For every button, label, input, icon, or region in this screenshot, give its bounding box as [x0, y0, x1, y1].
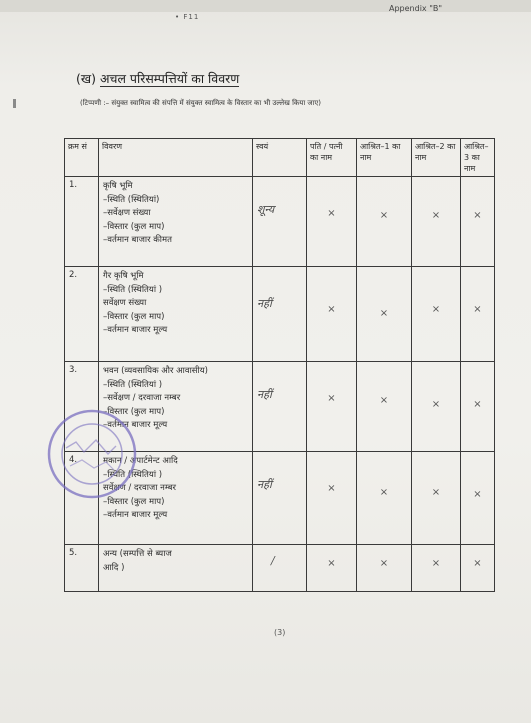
row-dep3-value — [461, 177, 495, 267]
row-description — [99, 267, 253, 362]
desc-line: अन्य (सम्पत्ति से ब्याज — [103, 549, 172, 559]
table-header-row — [65, 139, 495, 177]
cross-mark: × — [327, 393, 336, 404]
cross-mark: × — [327, 304, 336, 315]
appendix-label: Appendix "B" — [389, 4, 443, 13]
row-dep1-value — [357, 545, 412, 592]
cross-mark: × — [379, 558, 389, 569]
desc-line: –स्थिति (स्थितियां ) — [103, 469, 163, 480]
row-self-value — [253, 362, 307, 452]
desc-line: –स्थिति (स्थितियां ) — [103, 284, 163, 295]
row-description — [99, 452, 253, 545]
table-row — [65, 177, 495, 267]
row-spouse-value — [307, 362, 357, 452]
desc-line: –वर्तमान बाजार मूल्य — [103, 420, 168, 430]
cross-mark: × — [431, 399, 441, 410]
handwritten-entry: नहीं — [257, 297, 272, 310]
table-row — [65, 452, 495, 545]
punch-mark — [13, 99, 16, 108]
cross-mark: × — [431, 558, 441, 569]
row-dep1-value — [357, 177, 412, 267]
cross-mark: × — [473, 489, 482, 500]
row-self-value — [253, 452, 307, 545]
desc-line: –विस्तार (कुल माप) — [103, 221, 165, 232]
cross-mark: × — [473, 210, 482, 221]
cross-mark: × — [431, 487, 441, 498]
header-description: विवरण — [99, 139, 253, 177]
desc-line: –विस्तार (कुल माप) — [103, 406, 165, 417]
cross-mark: × — [327, 483, 336, 494]
row-dep1-value — [357, 267, 412, 362]
cross-mark: × — [327, 558, 336, 569]
cross-mark: × — [473, 399, 482, 410]
header-sn: क्रम सं — [65, 139, 99, 177]
row-spouse-value — [307, 545, 357, 592]
header-spouse: पति / पत्नी का नाम — [307, 139, 357, 177]
row-sn: 5. — [65, 545, 99, 592]
desc-line: सर्वेक्षण संख्या — [103, 298, 147, 308]
cross-mark: × — [379, 395, 389, 406]
desc-line: आदि ) — [103, 562, 125, 573]
row-dep2-value — [412, 362, 461, 452]
desc-line: मकान / अपार्टमेन्ट आदि — [103, 456, 178, 466]
row-dep3-value — [461, 452, 495, 545]
desc-line: –विस्तार (कुल माप) — [103, 311, 165, 322]
row-spouse-value — [307, 267, 357, 362]
row-description — [99, 545, 253, 592]
immovable-assets-table — [64, 138, 495, 592]
desc-line: –सर्वेक्षण / दरवाजा नम्बर — [103, 393, 181, 403]
table-row — [65, 362, 495, 452]
header-self: स्वयं — [253, 139, 307, 177]
row-sn: 4. — [65, 452, 99, 545]
desc-line: –वर्तमान बाजार मूल्य — [103, 510, 168, 520]
desc-line: –स्थिति (स्थितियां) — [103, 194, 160, 205]
row-spouse-value — [307, 177, 357, 267]
row-sn: 3. — [65, 362, 99, 452]
row-sn: 2. — [65, 267, 99, 362]
cross-mark: × — [431, 210, 441, 221]
row-self-value — [253, 267, 307, 362]
top-mark: • F11 — [175, 13, 200, 21]
handwritten-entry: नहीं — [257, 478, 272, 491]
desc-line: सर्वेक्षण / दरवाजा नम्बर — [103, 483, 176, 493]
handwritten-entry: नहीं — [257, 388, 272, 401]
row-dep3-value — [461, 362, 495, 452]
heading-label: अचल परिसम्पत्तियों का विवरण — [99, 71, 240, 86]
handwritten-entry: शून्य — [257, 203, 275, 216]
page-number: (3) — [274, 628, 286, 637]
header-dependent-1: आश्रित–1 का नाम — [357, 139, 412, 177]
desc-line: –वर्तमान बाजार मूल्य — [103, 325, 168, 335]
row-dep1-value — [357, 452, 412, 545]
table-row — [65, 545, 495, 592]
cross-mark: × — [327, 208, 336, 219]
row-dep2-value — [412, 545, 461, 592]
desc-line: –सर्वेक्षण संख्या — [103, 208, 151, 218]
cross-mark: × — [473, 304, 482, 315]
cross-mark: × — [379, 210, 389, 221]
cross-mark: × — [379, 308, 389, 319]
row-description — [99, 362, 253, 452]
row-self-value — [253, 545, 307, 592]
desc-line: भवन (व्यवसायिक और आवासीय) — [103, 366, 208, 376]
header-dependent-2: आश्रित–2 का नाम — [412, 139, 461, 177]
table-row — [65, 267, 495, 362]
note-text: (टिप्पणी :– संयुक्त स्वामित्व की संपत्ति में संयुक्त स्वामित्व के विस्तार का भी उल्लेख किया जाए) — [80, 99, 321, 107]
desc-line: –स्थिति (स्थितियां ) — [103, 379, 163, 390]
row-dep2-value — [412, 267, 461, 362]
row-dep1-value — [357, 362, 412, 452]
row-dep2-value — [412, 177, 461, 267]
cross-mark: × — [379, 487, 389, 498]
scan-edge — [0, 0, 531, 12]
header-dependent-3: आश्रित–3 का नाम — [461, 139, 495, 177]
cross-mark: × — [473, 558, 482, 569]
row-spouse-value — [307, 452, 357, 545]
desc-line: –विस्तार (कुल माप) — [103, 496, 165, 507]
desc-line: –वर्तमान बाजार कीमत — [103, 235, 172, 245]
row-self-value — [253, 177, 307, 267]
desc-line: गैर कृषि भूमि — [103, 271, 144, 281]
row-dep2-value — [412, 452, 461, 545]
section-heading — [76, 70, 239, 87]
row-dep3-value — [461, 267, 495, 362]
heading-prefix: (ख) — [76, 71, 96, 86]
row-sn: 1. — [65, 177, 99, 267]
handwritten-entry: / — [271, 554, 275, 567]
desc-line: कृषि भूमि — [103, 181, 133, 191]
row-description — [99, 177, 253, 267]
row-dep3-value — [461, 545, 495, 592]
cross-mark: × — [431, 304, 441, 315]
